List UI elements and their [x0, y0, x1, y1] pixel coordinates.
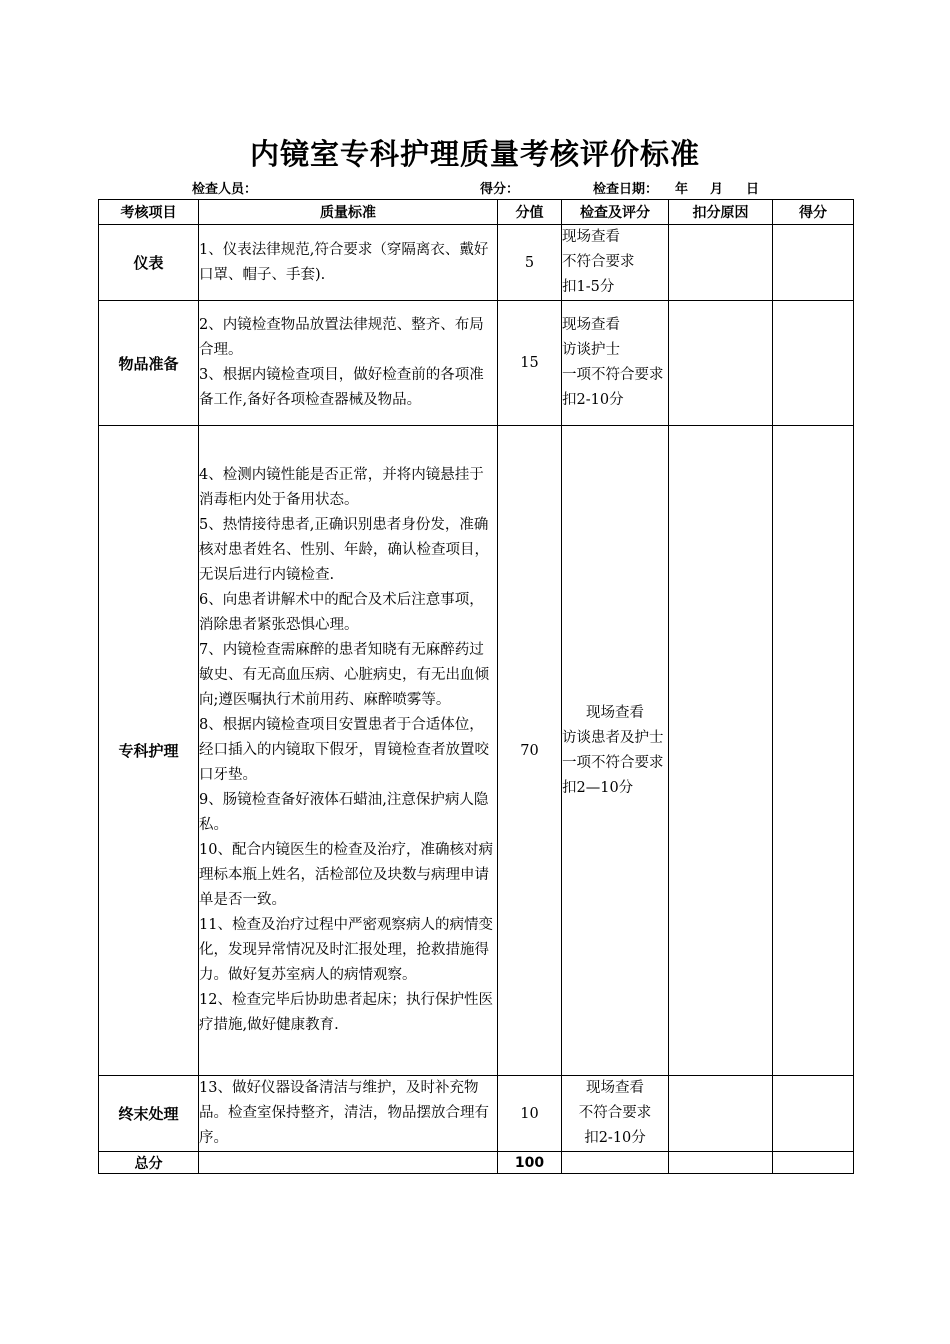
total-row [99, 1152, 854, 1174]
row-score[interactable] [773, 426, 854, 1076]
check-line: 访谈护士 [562, 342, 620, 358]
row-value: 15 [498, 301, 562, 426]
header-value: 分值 [498, 200, 562, 225]
header-score: 得分 [773, 200, 854, 225]
date-month: 月 [710, 182, 724, 197]
evaluation-table [98, 199, 854, 1174]
table-row [99, 301, 854, 426]
check-line: 不符合要求 [578, 1105, 652, 1121]
check-line: 现场查看 [586, 704, 644, 721]
row-item: 终末处理 [99, 1076, 199, 1152]
check-line: 访谈患者及护士 [562, 729, 664, 746]
row-deduction-reason[interactable] [669, 301, 773, 426]
standard-text: 13、做好仪器设备清洁与维护，及时补充物品。检查室保持整齐，清洁，物品摆放合理有序。 [199, 1080, 489, 1146]
row-score[interactable] [773, 1076, 854, 1152]
row-deduction-reason[interactable] [669, 225, 773, 301]
row-check [562, 1076, 669, 1152]
check-line: 扣2-10分 [584, 1130, 646, 1146]
total-deduction-empty[interactable] [669, 1152, 773, 1174]
row-standards [199, 225, 498, 301]
row-standards [199, 1076, 498, 1152]
inspector-label: 检查人员： [192, 182, 258, 197]
standard-text: 10、配合内镜医生的检查及治疗，准确核对病理标本瓶上姓名，活检部位及块数与病理申请单是否一致。 [199, 842, 493, 908]
table-row [99, 225, 854, 301]
total-check-empty [562, 1152, 669, 1174]
check-line: 现场查看 [586, 1080, 644, 1096]
total-standard-empty [199, 1152, 498, 1174]
check-line: 扣1-5分 [562, 279, 615, 295]
date-year: 年 [675, 182, 689, 197]
row-value: 10 [498, 1076, 562, 1152]
header-item: 考核项目 [99, 200, 199, 225]
standard-text: 5、热情接待患者,正确识别患者身份发，准确核对患者姓名、性别、年龄，确认检查项目，无误后进行内镜检查. [199, 517, 489, 583]
check-line: 不符合要求 [562, 254, 635, 270]
row-item: 物品准备 [99, 301, 199, 426]
standard-text: 3、根据内镜检查项目，做好检查前的各项准备工作,备好各项检查器械及物品。 [199, 367, 484, 408]
check-line: 现场查看 [562, 229, 620, 245]
standard-text: 8、根据内镜检查项目安置患者于合适体位，经口插入的内镜取下假牙，胃镜检查者放置咬口牙垫。 [199, 717, 489, 783]
standard-text: 1、仪表法律规范,符合要求（穿隔离衣、戴好口罩、帽子、手套). [199, 241, 489, 283]
row-check [562, 225, 669, 301]
row-standards [199, 426, 498, 1076]
header-deduction-reason: 扣分原因 [669, 200, 773, 225]
row-item: 仪表 [99, 225, 199, 301]
check-line: 一项不符合要求扣2—10分 [562, 754, 664, 796]
row-value: 5 [498, 225, 562, 301]
row-score[interactable] [773, 301, 854, 426]
row-item: 专科护理 [99, 426, 199, 1076]
row-check [562, 301, 669, 426]
score-label: 得分： [480, 182, 520, 197]
standard-text: 6、向患者讲解术中的配合及术后注意事项，消除患者紧张恐惧心理。 [199, 592, 484, 633]
standard-text: 2、内镜检查物品放置法律规范、整齐、布局合理。 [199, 317, 484, 358]
date-day: 日 [746, 182, 760, 197]
standard-text: 7、内镜检查需麻醉的患者知晓有无麻醉药过敏史、有无高血压病、心脏病史，有无出血倾向;遵医嘱执行术前用药、麻醉喷雾等。 [199, 642, 489, 708]
header-standard: 质量标准 [199, 200, 498, 225]
table-row [99, 1076, 854, 1152]
header-check: 检查及评分 [562, 200, 669, 225]
row-check [562, 426, 669, 1076]
row-deduction-reason[interactable] [669, 426, 773, 1076]
standard-text: 12、检查完毕后协助患者起床；执行保护性医疗措施,做好健康教育. [199, 992, 493, 1033]
table-row [99, 426, 854, 1076]
row-deduction-reason[interactable] [669, 1076, 773, 1152]
total-value: 100 [498, 1152, 562, 1174]
total-score-empty[interactable] [773, 1152, 854, 1174]
page-title: 内镜室专科护理质量考核评价标准 [249, 137, 700, 171]
row-score[interactable] [773, 225, 854, 301]
total-label: 总分 [99, 1152, 199, 1174]
row-value: 70 [498, 426, 562, 1076]
row-standards [199, 301, 498, 426]
check-line: 一项不符合要求扣2-10分 [562, 367, 664, 408]
standard-text: 11、检查及治疗过程中严密观察病人的病情变化，发现异常情况及时汇报处理，抢救措施得力。做好复苏室病人的病情观察。 [199, 917, 493, 983]
check-line: 现场查看 [562, 317, 620, 333]
table-header-row [99, 200, 854, 225]
date-label: 检查日期： [593, 182, 659, 197]
standard-text: 4、检测内镜性能是否正常，并将内镜悬挂于消毒柜内处于备用状态。 [199, 467, 484, 508]
standard-text: 9、肠镜检查备好液体石蜡油,注意保护病人隐私。 [199, 792, 489, 833]
